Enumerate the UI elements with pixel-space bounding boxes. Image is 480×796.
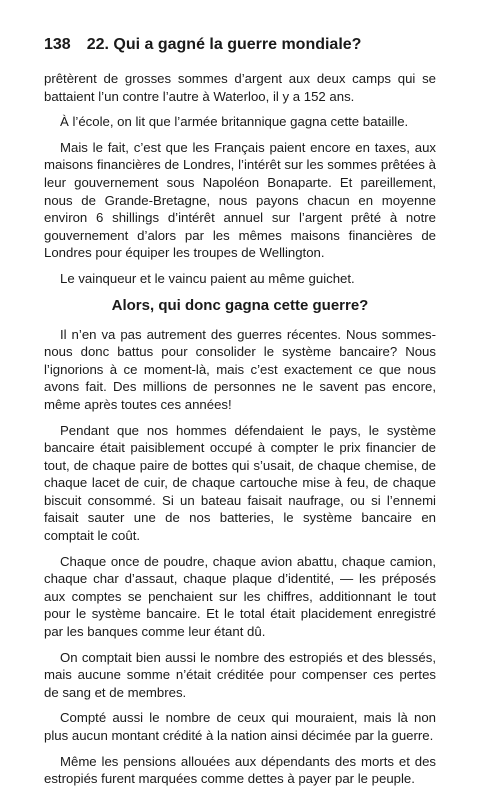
book-page: [44, 34, 436, 796]
page-number: 138: [44, 36, 71, 53]
paragraph: Il n’en va pas autrement des guerres récentes. Nous sommes-nous donc battus pour consolider le système bancaire? Nous l’ignorions à ce moment-là, mais c’est exactement ce que nous avons fait. Des millions de personnes ne le savent pas encore, même après toutes ces années!: [44, 326, 436, 412]
paragraph: Chaque once de poudre, chaque avion abattu, chaque camion, chaque char d’assaut, chaque plaque d’identité, — les préposés aux comptes se penchaient sur les chiffres, additionnant le tout pour le système bancaire. Et le total était placidement enregistré par les banques comme leur étant dû.: [44, 553, 436, 640]
paragraph: Même les pensions allouées aux dépendants des morts et des estropiés furent marquées comme dettes à payer par le peuple.: [44, 753, 436, 787]
section-heading: Alors, qui donc gagna cette guerre?: [111, 296, 369, 314]
paragraph: À l’école, on lit que l’armée britannique gagna cette bataille.: [60, 114, 409, 130]
paragraph: On comptait bien aussi le nombre des estropiés et des blessés, mais aucune somme n’était créditée pour compenser ces pertes de sang et de membres.: [44, 649, 436, 700]
paragraph: Compté aussi le nombre de ceux qui mouraient, mais là non plus aucun montant crédité à la nation ainsi décimée par la guerre.: [44, 710, 436, 743]
paragraph: prêtèrent de grosses sommes d’argent aux deux camps qui se battaient l’un contre l’autre à Waterloo, il y a 152 ans.: [44, 71, 436, 104]
paragraph: Pendant que nos hommes défendaient le pays, le système bancaire était paisiblement occupé à compter le prix financier de tout, de chaque paire de bottes qui s’usait, de chaque chemise, de chaque lacet de cuir, de chaque cartouche mise à feu, de chaque biscuit consommé. Si un bateau faisait naufrage, ou si l’ennemi faisait sauter une de nos batteries, le système bancaire en comptait le coût.: [44, 422, 436, 544]
running-header: [44, 34, 436, 56]
chapter-title: 22. Qui a gagné la guerre mondiale?: [86, 36, 362, 53]
paragraph: Le vainqueur et le vaincu paient au même guichet.: [60, 270, 355, 286]
paragraph: Mais le fait, c’est que les Français paient encore en taxes, aux maisons financières de Londres, l’intérêt sur les sommes prêtées à leur gouvernement sous Napoléon Bonaparte. Et pareillement, nous de Grande-Bretagne, nous payons chacun en moyenne environ 6 shillings d’intérêt annuel sur l’argent prêté à notre gouvernement d’alors par les mêmes maisons financières de Londres pour équiper les troupes de Wellington.: [44, 139, 436, 261]
